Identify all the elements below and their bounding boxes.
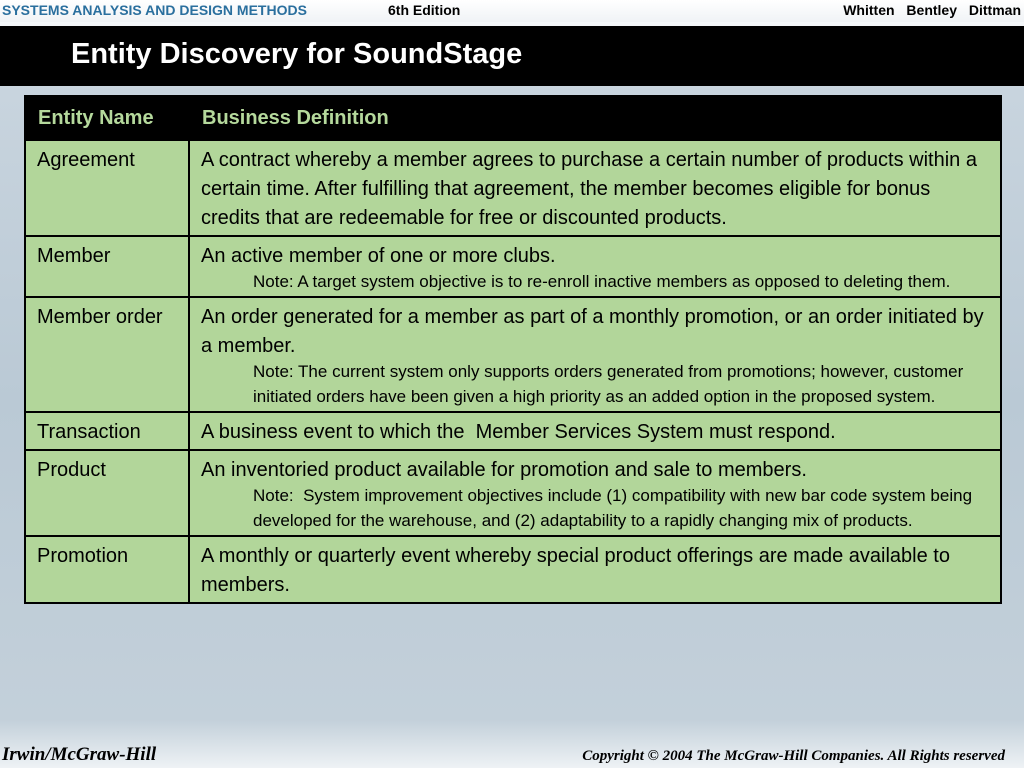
definition-text: An inventoried product available for promotion and sale to members. <box>201 459 807 481</box>
definition-text: A monthly or quarterly event whereby special product offerings are made available to members. <box>201 545 950 596</box>
table-header-row <box>25 96 1001 140</box>
table-row <box>25 536 1001 603</box>
definition-cell <box>189 412 1001 450</box>
definition-note: Note: The current system only supports orders generated from promotions; however, customer initiated orders have been given a high priority as an added option in the proposed system. <box>253 362 964 406</box>
table-row <box>25 236 1001 297</box>
definition-note: Note: A target system objective is to re-enroll inactive members as opposed to deleting them. <box>253 272 951 291</box>
definition-text: A contract whereby a member agrees to purchase a certain number of products within a certain time. After fulfilling that agreement, the member becomes eligible for bonus credits that are redeemable for free or discounted products. <box>201 149 977 229</box>
definition-cell <box>189 450 1001 536</box>
entity-name-cell: Product <box>25 450 189 536</box>
definition-cell <box>189 297 1001 412</box>
entity-name-cell: Promotion <box>25 536 189 603</box>
entity-name-cell: Member <box>25 236 189 297</box>
authors-label: Whitten Bentley Dittman <box>843 2 1021 18</box>
definition-note: Note: System improvement objectives include (1) compatibility with new bar code system being developed for the warehouse, and (2) adaptability to a rapidly changing mix of products. <box>253 486 977 530</box>
table-row <box>25 450 1001 536</box>
definition-text: An active member of one or more clubs. <box>201 245 556 267</box>
table-row <box>25 412 1001 450</box>
table-row <box>25 140 1001 236</box>
course-title: SYSTEMS ANALYSIS AND DESIGN METHODS <box>2 2 307 18</box>
definition-text: A business event to which the Member Services System must respond. <box>201 421 836 443</box>
slide-header <box>0 0 1024 22</box>
entity-table-container <box>24 95 1000 604</box>
entity-name-cell: Transaction <box>25 412 189 450</box>
definition-cell <box>189 236 1001 297</box>
definition-cell <box>189 536 1001 603</box>
definition-text: An order generated for a member as part of a monthly promotion, or an order initiated by a member. <box>201 306 984 357</box>
entity-table <box>24 95 1002 604</box>
table-row <box>25 297 1001 412</box>
publisher-label: Irwin/McGraw-Hill <box>2 744 157 765</box>
entity-name-cell: Agreement <box>25 140 189 236</box>
slide-title: Entity Discovery for SoundStage <box>71 38 523 70</box>
column-header-entity-name: Entity Name <box>25 96 189 140</box>
copyright-notice: Copyright © 2004 The McGraw-Hill Companies. All Rights reserved <box>582 748 1005 764</box>
definition-cell <box>189 140 1001 236</box>
entity-name-cell: Member order <box>25 297 189 412</box>
edition-label: 6th Edition <box>388 2 461 18</box>
column-header-business-definition: Business Definition <box>189 96 1001 140</box>
